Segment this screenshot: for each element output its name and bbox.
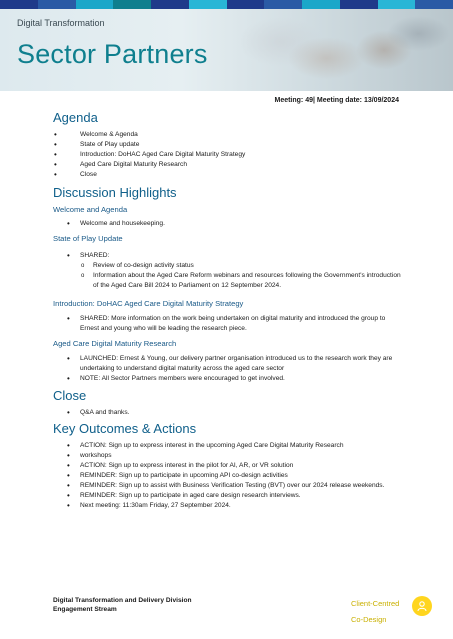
header-color-bar	[0, 0, 453, 9]
discussion-heading: Discussion Highlights	[53, 185, 177, 200]
tagline-line-2: Co-Design	[351, 615, 387, 624]
close-list	[53, 408, 403, 418]
list-item: • ACTION: Sign up to express interest in the pilot for AI, AR, or VR solution	[53, 461, 403, 471]
list-item: • State of Play update	[53, 140, 403, 150]
intro-list	[53, 314, 403, 334]
list-item: • SHARED: More information on the work being undertaken on digital maturity and introduced the group to Ernest and young who will be leading the research piece.	[53, 314, 403, 334]
color-bar-segment	[76, 0, 114, 9]
agenda-heading: Agenda	[53, 110, 98, 125]
page-title: Sector Partners	[17, 39, 208, 69]
color-bar-segment	[113, 0, 151, 9]
list-item: • REMINDER: Sign up to assist with Business Verification Testing (BVT) over our 2024 release weekends.	[53, 481, 403, 491]
welcome-heading: Welcome and Agenda	[53, 205, 128, 214]
state-of-play-list	[53, 251, 403, 261]
close-heading: Close	[53, 388, 87, 403]
list-item: • REMINDER: Sign up to participate in upcoming API co-design activities	[53, 471, 403, 481]
outcomes-list	[53, 441, 403, 511]
list-item: o Information about the Aged Care Reform webinars and resources following the Government's introduction of the Aged Care Bill 2024 to Parliament on 12 September 2024.	[53, 271, 403, 291]
list-item: • Close	[53, 170, 403, 180]
list-item: o Review of co-design activity status	[53, 261, 403, 271]
header-photo	[223, 9, 453, 91]
list-item: • Introduction: DoHAC Aged Care Digital Maturity Strategy	[53, 150, 403, 160]
color-bar-segment	[340, 0, 378, 9]
header-banner	[0, 9, 453, 91]
state-of-play-heading: State of Play Update	[53, 234, 123, 243]
footer-tagline	[351, 596, 399, 628]
agenda-list	[53, 130, 403, 180]
color-bar-segment	[38, 0, 76, 9]
tagline-line-1: Client-Centred	[351, 599, 400, 608]
list-item: • REMINDER: Sign up to participate in aged care design research interviews.	[53, 491, 403, 501]
list-item: • Welcome and housekeeping.	[53, 219, 403, 229]
color-bar-segment	[415, 0, 453, 9]
color-bar-segment	[0, 0, 38, 9]
stream-name: Engagement Stream	[53, 606, 117, 613]
person-icon	[412, 596, 432, 616]
meeting-meta: Meeting: 49| Meeting date: 13/09/2024	[274, 97, 399, 104]
color-bar-segment	[227, 0, 265, 9]
list-item: • LAUNCHED: Ernest & Young, our delivery partner organisation introduced us to the research work they are undertaking to understand digital maturity across the aged care sector	[53, 354, 403, 374]
color-bar-segment	[189, 0, 227, 9]
research-heading: Aged Care Digital Maturity Research	[53, 339, 177, 348]
list-item: • SHARED:	[53, 251, 403, 261]
list-item: • Q&A and thanks.	[53, 408, 403, 418]
list-item: • NOTE: All Sector Partners members were encouraged to get involved.	[53, 374, 403, 384]
header-overline: Digital Transformation	[17, 18, 105, 28]
list-item: • ACTION: Sign up to express interest in the upcoming Aged Care Digital Maturity Research	[53, 441, 403, 451]
list-item: • Next meeting: 11:30am Friday, 27 September 2024.	[53, 501, 403, 511]
list-item: • Aged Care Digital Maturity Research	[53, 160, 403, 170]
division-name: Digital Transformation and Delivery Division	[53, 597, 192, 604]
list-item: • Welcome & Agenda	[53, 130, 403, 140]
list-item: • workshops	[53, 451, 403, 461]
outcomes-heading: Key Outcomes & Actions	[53, 421, 197, 436]
main-content	[53, 110, 403, 511]
intro-heading: Introduction: DoHAC Aged Care Digital Maturity Strategy	[53, 299, 244, 308]
color-bar-segment	[151, 0, 189, 9]
color-bar-segment	[302, 0, 340, 9]
research-list	[53, 354, 403, 384]
color-bar-segment	[264, 0, 302, 9]
state-of-play-sub-list	[53, 261, 403, 291]
welcome-list	[53, 219, 403, 229]
footer-division	[53, 596, 192, 614]
color-bar-segment	[378, 0, 416, 9]
